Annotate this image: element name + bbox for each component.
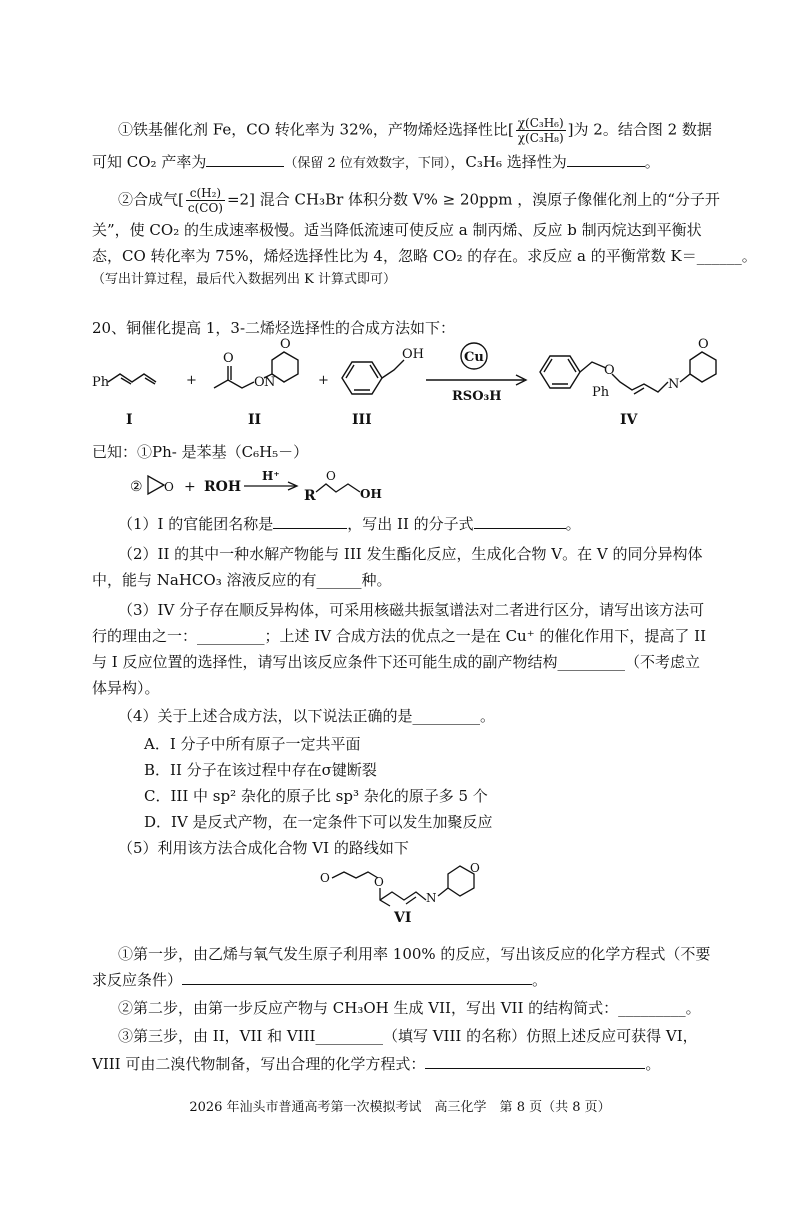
- subq-2-line-1: （2）II 的其中一种水解产物能与 III 发生酯化反应，生成化合物 V。在 V 的同分异构体: [118, 545, 703, 563]
- ether-o-2: O: [326, 469, 336, 483]
- subq-5: （5）利用该方法合成化合物 VI 的路线如下: [118, 839, 409, 857]
- answer-blank-c3h6-selectivity[interactable]: [567, 152, 645, 167]
- q19-line-6: （写出计算过程，最后代入数据列出 K 计算式即可）: [92, 272, 396, 287]
- carbonyl-o: O: [223, 351, 234, 366]
- epoxide-ring: [148, 476, 164, 494]
- butenyl-chain: [380, 892, 426, 900]
- answer-blank-co2-yield[interactable]: [206, 152, 284, 167]
- glycol-chain: [316, 484, 360, 492]
- subq-3-line-4: 体异构）。: [92, 679, 160, 697]
- ch2oh-chain: [382, 360, 404, 378]
- cu-label: Cu: [464, 350, 484, 365]
- reaction-scheme: [0, 330, 800, 435]
- morpholine-o-iv: O: [698, 337, 709, 352]
- fraction-h2-co: $\frac{\text{c(H₂)}}{c(CO)}$: [187, 186, 223, 215]
- subq-3-line-1: （3）IV 分子存在顺反异构体，可采用核磁共振氢谱法对二者进行区分，请写出该方法可: [118, 601, 705, 619]
- benzene-double-bonds: [346, 365, 378, 390]
- ether-o: O: [604, 363, 615, 378]
- plus-sign-3: +: [184, 479, 196, 495]
- q20-title: 20、铜催化提高 1，3-二烯烃选择性的合成方法如下：: [92, 319, 456, 337]
- known-num-2: ②: [130, 479, 143, 495]
- label-compound-i: I: [126, 412, 133, 428]
- option-a: A．I 分子中所有原子一定共平面: [144, 735, 361, 753]
- carbonyl-bond: [228, 366, 231, 380]
- answer-blank-step1-equation[interactable]: [182, 970, 532, 985]
- epoxide-o: O: [164, 480, 174, 494]
- option-d: D．IV 是反式产物，在一定条件下可以发生加聚反应: [144, 813, 493, 831]
- r-group-label: R: [304, 488, 316, 504]
- q19-line-1: ①铁基催化剂 Fe，CO 转化率为 32%，产物烯烃选择性比[ $\frac{\text{χ(C₃H₆)}}{\text{χ(C₃H₈)}}$ ]为 2。结合图 2 数据: [118, 116, 712, 145]
- subq-4: （4）关于上述合成方法，以下说法正确的是_________。: [118, 707, 496, 725]
- fraction-propene-propane: $\frac{\text{χ(C₃H₆)}}{\text{χ(C₃H₈)}}$: [517, 116, 564, 145]
- known-info-1: 已知：①Ph- 是苯基（C₆H₅－）: [92, 443, 309, 461]
- acetyl-chain: [214, 380, 254, 388]
- q19-line-5: 态，CO 转化率为 75%，烯烃选择性比为 4，忽略 CO₂ 的存在。求反应 a 的平衡常数 K＝______。: [92, 247, 757, 265]
- plus-sign-2: +: [318, 373, 329, 388]
- benzene-ring-iii: [342, 362, 382, 394]
- q19-line-2: 可知 CO₂ 产率为 （保留 2 位有效数字，下同），C₃H₆ 选择性为 。: [92, 153, 660, 171]
- answer-blank-functional-group[interactable]: [273, 514, 347, 529]
- hydroxyl-label: OH: [402, 347, 424, 362]
- ph-group-iv: Ph: [592, 385, 610, 400]
- allyl-chain: [612, 374, 668, 392]
- step-3-line-2: VIII 可由二溴代物制备，写出合理的化学方程式： 。: [92, 1055, 661, 1073]
- subq-3-line-3: 与 I 反应位置的选择性，请写出该反应条件下还可能生成的副产物结构_________（不考虑立: [92, 653, 700, 671]
- step-1-line-1: ①第一步，由乙烯与氧气发生原子利用率 100% 的反应，写出该反应的化学方程式（不要: [118, 945, 711, 963]
- label-compound-vi: VI: [394, 910, 412, 926]
- morpholine-o-vi: O: [470, 861, 480, 875]
- benzyl-linker: [580, 362, 606, 372]
- compound-vi-structure: [310, 860, 510, 910]
- benzene-ring-iv: [540, 356, 580, 388]
- page-footer: 2026 年汕头市普通高考第一次模拟考试 高三化学 第 8 页（共 8 页）: [189, 1100, 611, 1115]
- q19-line-3: ②合成气[ $\frac{\text{c(H₂)}}{c(CO)}$ =2] 混合 CH₃Br 体积分数 V% ≥ 20ppm ，溴原子像催化剂上的“分子开: [118, 186, 720, 215]
- roh-label: ROH: [204, 479, 242, 495]
- morpholine-ring-iv: [680, 352, 716, 382]
- subq-3-line-2: 行的理由之一：_________；上述 IV 合成方法的优点之一是在 Cu⁺ 的催化作用下，提高了 II: [92, 627, 707, 645]
- ether-o-vi: O: [374, 875, 384, 889]
- option-c: C．III 中 sp² 杂化的原子比 sp³ 杂化的原子多 5 个: [144, 787, 488, 805]
- step-1-line-2: 求反应条件） 。: [92, 971, 548, 989]
- methoxy-o: O: [320, 871, 330, 885]
- morpholine-n-iv: N: [668, 377, 680, 392]
- morpholine-ring-vi: [438, 866, 474, 896]
- morpholine-n: N: [264, 375, 276, 390]
- ph-group-i: Ph: [92, 375, 110, 390]
- q19-line-4: 关”，使 CO₂ 的生成速率极慢。适当降低流速可使反应 a 制丙烯、反应 b 制丙烷达到平衡状: [92, 221, 702, 239]
- reagent-label: RSO₃H: [452, 389, 502, 404]
- plus-sign-1: +: [186, 373, 197, 388]
- label-compound-iv: IV: [620, 412, 638, 428]
- benzene-iv-double-bonds: [544, 359, 576, 384]
- step-3-line-1: ③第三步，由 II，VII 和 VIII_________（填写 VIII 的名称）仿照上述反应可获得 VI，: [118, 1027, 698, 1045]
- label-compound-ii: II: [248, 412, 262, 428]
- step-2: ②第二步，由第一步反应产物与 CH₃OH 生成 VII，写出 VII 的结构简式：_________。: [118, 999, 701, 1017]
- ester-o: O: [254, 375, 265, 390]
- morpholine-o: O: [280, 337, 291, 352]
- answer-blank-molecular-formula[interactable]: [474, 514, 566, 529]
- label-compound-iii: III: [352, 412, 372, 428]
- h-plus-label: H⁺: [262, 469, 280, 483]
- oh-label-2: OH: [360, 487, 382, 501]
- epoxide-reaction: [130, 464, 390, 508]
- subq-1: （1）I 的官能团名称是 ，写出 II 的分子式 。: [118, 515, 581, 533]
- answer-blank-step3-equation[interactable]: [425, 1054, 645, 1069]
- methoxyethoxy-chain: [332, 872, 378, 878]
- option-b: B．II 分子在该过程中存在σ键断裂: [144, 761, 377, 779]
- subq-2-line-2: 中，能与 NaHCO₃ 溶液反应的有______种。: [92, 571, 392, 589]
- morpholine-n-vi: N: [426, 891, 437, 905]
